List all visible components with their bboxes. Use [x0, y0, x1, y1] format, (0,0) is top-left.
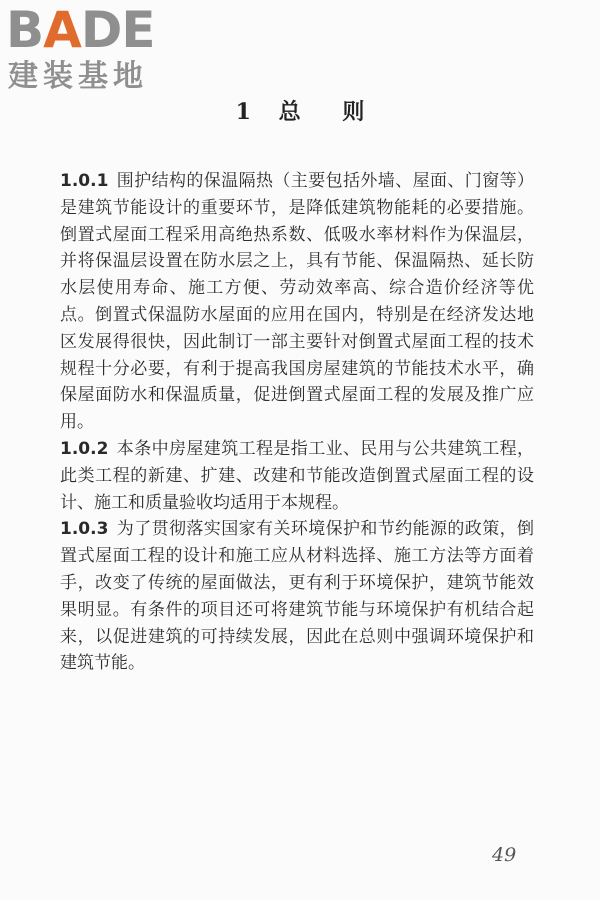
- chapter-number: 1: [235, 99, 251, 125]
- bade-logo: [6, 2, 176, 97]
- clauses-body: [60, 168, 534, 677]
- clause-text: 围护结构的保温隔热（主要包括外墙、屋面、门窗等）是建筑节能设计的重要环节，是降低建筑物能耗的必要措施。倒置式屋面工程采用高绝热系数、低吸水率材料作为保温层，并将保温层设置在防水层之上，具有节能、保温隔热、延长防水层使用寿命、施工方便、劳动效率高、综合造价经济等优点。倒置式保温防水屋面的应用在国内，特别是在经济发达地区发展得很快，因此制订一部主要针对倒置式屋面工程的技术规程十分必要，有利于提高我国房屋建筑的节能技术水平，确保屋面防水和保温质量，促进倒置式屋面工程的发展及推广应用。: [60, 171, 534, 433]
- clause-text: 为了贯彻落实国家有关环境保护和节约能源的政策，倒置式屋面工程的设计和施工应从材料选择、施工方法等方面着手，改变了传统的屋面做法，更有利于环境保护，建筑节能效果明显。有条件的项目还可将建筑节能与环境保护有机结合起来，以促进建筑的可持续发展，因此在总则中强调环境保护和建筑节能。: [60, 519, 534, 674]
- clause-1-0-1: [60, 168, 534, 436]
- clause-text: 本条中房屋建筑工程是指工业、民用与公共建筑工程，此类工程的新建、扩建、改建和节能改造倒置式屋面工程的设计、施工和质量验收均适用于本规程。: [60, 438, 534, 513]
- clause-number: 1.0.3: [60, 519, 109, 540]
- logo-accent-letter: A: [43, 1, 81, 59]
- page-number: 49: [492, 844, 517, 866]
- chapter-title-char-2: 则: [342, 99, 365, 125]
- clause-number: 1.0.1: [60, 171, 109, 191]
- chapter-title-char-1: 总: [278, 99, 301, 125]
- logo-wordmark: BADE: [6, 1, 155, 59]
- clause-1-0-2: [60, 436, 534, 516]
- clause-1-0-3: [60, 516, 534, 677]
- logo-chinese-text: 建装基地: [8, 59, 148, 94]
- clause-number: 1.0.2: [60, 438, 109, 459]
- chapter-title: [0, 96, 600, 128]
